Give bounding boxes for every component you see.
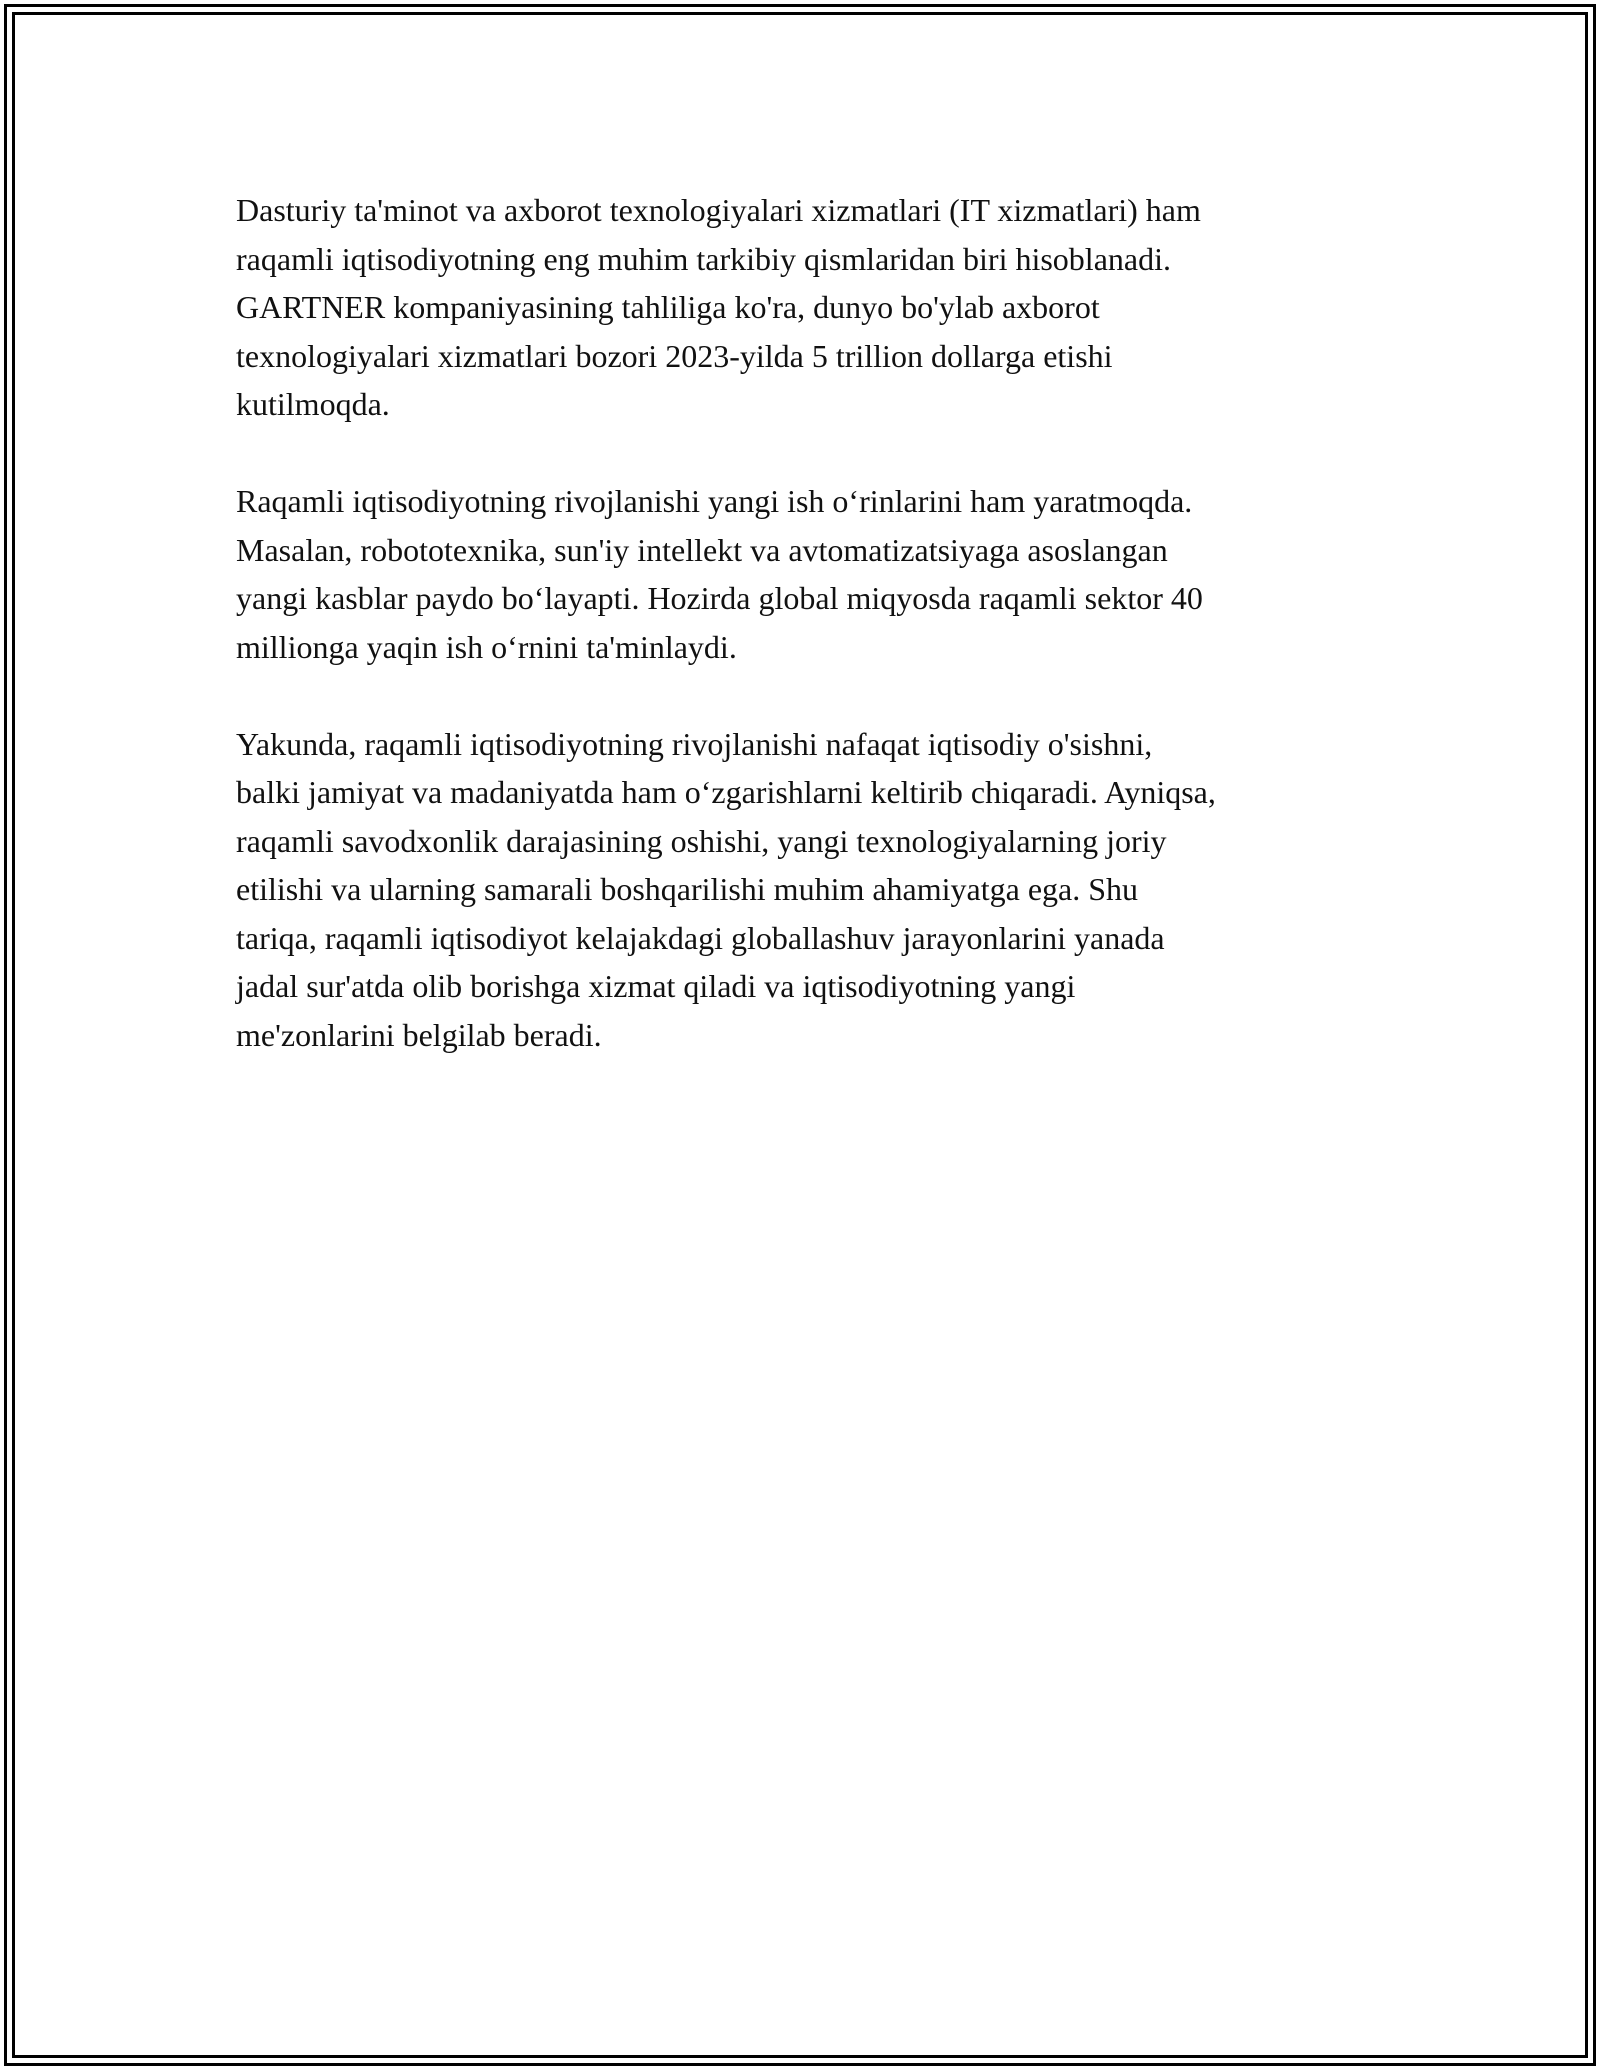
text-line: Yakunda, raqamli iqtisodiyotning rivojlanishi nafaqat iqtisodiy o'sishni, <box>236 725 1153 762</box>
paragraph-it-services <box>236 186 1416 429</box>
text-line: texnologiyalari xizmatlari bozori 2023-yilda 5 trillion dollarga etishi <box>236 337 1113 374</box>
text-line: jadal sur'atda olib borishga xizmat qiladi va iqtisodiyotning yangi <box>236 968 1076 1004</box>
text-line: GARTNER kompaniyasining tahliliga ko'ra, dunyo bo'ylab axborot <box>236 289 1100 325</box>
text-line: me'zonlarini belgilab beradi. <box>236 1016 602 1053</box>
text-line: raqamli iqtisodiyotning eng muhim tarkibiy qismlaridan biri hisoblanadi. <box>236 240 1171 277</box>
text-line: millionga yaqin ish o‘rnini ta'minlaydi. <box>236 628 737 665</box>
text-line: Masalan, robototexnika, sun'iy intellekt va avtomatizatsiyaga asoslangan <box>236 531 1168 568</box>
text-line: balki jamiyat va madaniyatda ham o‘zgarishlarni keltirib chiqaradi. Ayniqsa, <box>236 774 1216 810</box>
paragraph-conclusion <box>236 720 1416 1060</box>
document-body <box>236 186 1416 1108</box>
text-line: tariqa, raqamli iqtisodiyot kelajakdagi globallashuv jarayonlarini yanada <box>236 919 1165 956</box>
text-line: raqamli savodxonlik darajasining oshishi, yangi texnologiyalarning joriy <box>236 822 1167 859</box>
paragraph-new-jobs <box>236 477 1416 671</box>
text-line: kutilmoqda. <box>236 386 390 422</box>
text-line: etilishi va ularning samarali boshqarilishi muhim ahamiyatga ega. Shu <box>236 871 1139 907</box>
text-line: yangi kasblar paydo bo‘layapti. Hozirda global miqyosda raqamli sektor 40 <box>236 580 1203 616</box>
text-line: Raqamli iqtisodiyotning rivojlanishi yangi ish o‘rinlarini ham yaratmoqda. <box>236 483 1193 519</box>
text-line: Dasturiy ta'minot va axborot texnologiyalari xizmatlari (IT xizmatlari) ham <box>236 192 1201 228</box>
